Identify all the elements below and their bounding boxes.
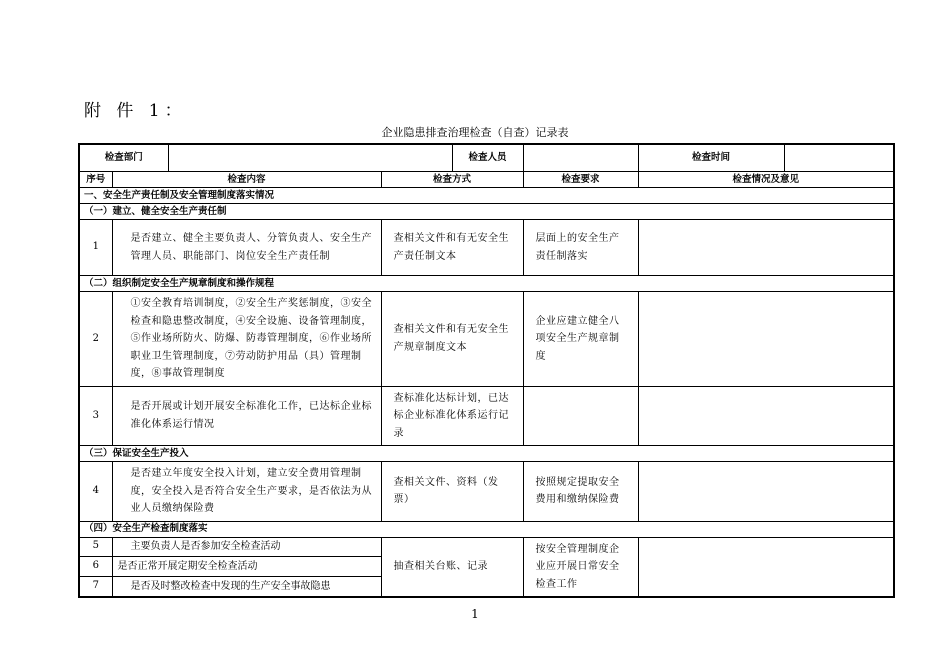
time-value-cell[interactable] (784, 144, 894, 172)
row-result-cell[interactable] (638, 220, 894, 276)
row-content: 是否正常开展定期安全检查活动 (112, 556, 381, 576)
header-fields-row (79, 144, 894, 172)
row-method: 查相关文件、资料（发票） (381, 462, 523, 522)
row-index: 1 (79, 220, 112, 276)
row-index: 7 (79, 577, 112, 597)
subsection-row (79, 521, 894, 537)
table-row (79, 386, 894, 446)
row-content: 主要负责人是否参加安全检查活动 (112, 537, 381, 556)
subsection-title-1: （一）建立、健全安全生产责任制 (79, 204, 894, 220)
subsection-row (79, 446, 894, 462)
row-content: 是否建立年度安全投入计划，建立安全费用管理制度，安全投入是否符合安全生产要求，是否依法为从业人员缴纳保险费 (112, 462, 381, 522)
row-requirement: 企业应建立健全八项安全生产规章制度 (523, 292, 638, 387)
row-requirement (523, 386, 638, 446)
subsection-title-2: （二）组织制定安全生产规章制度和操作规程 (79, 276, 894, 292)
inspection-record-table (78, 143, 895, 598)
inspector-value-cell[interactable] (523, 144, 638, 172)
group-method: 抽查相关台账、记录 (381, 537, 523, 597)
col-result-header: 检查情况及意见 (638, 172, 894, 188)
annex-label: 附 件 1： (84, 101, 187, 121)
row-result-cell[interactable] (638, 386, 894, 446)
col-index-header: 序号 (79, 172, 112, 188)
time-label: 检查时间 (638, 144, 784, 172)
row-method: 查相关文件和有无安全生产规章制度文本 (381, 292, 523, 387)
subsection-title-3: （三）保证安全生产投入 (79, 446, 894, 462)
column-header-row (79, 172, 894, 188)
row-content: 是否及时整改检查中发现的生产安全事故隐患 (112, 577, 381, 597)
subsection-row (79, 276, 894, 292)
inspector-label: 检查人员 (452, 144, 523, 172)
row-index: 4 (79, 462, 112, 522)
col-content-header: 检查内容 (112, 172, 381, 188)
dept-value-cell[interactable] (168, 144, 452, 172)
row-result-cell[interactable] (638, 292, 894, 387)
group-result-cell[interactable] (638, 537, 894, 597)
col-requirement-header: 检查要求 (523, 172, 638, 188)
document-title: 企业隐患排查治理检查（自查）记录表 (381, 126, 569, 139)
row-content: 是否开展或计划开展安全标准化工作，已达标企业标准化体系运行情况 (112, 386, 381, 446)
row-index: 5 (79, 537, 112, 556)
col-method-header: 检查方式 (381, 172, 523, 188)
row-index: 6 (79, 556, 112, 576)
table-row (79, 220, 894, 276)
row-requirement: 按照规定提取安全费用和缴纳保险费 (523, 462, 638, 522)
row-method: 查标准化达标计划，已达标企业标准化体系运行记录 (381, 386, 523, 446)
subsection-row (79, 204, 894, 220)
row-index: 2 (79, 292, 112, 387)
table-row (79, 292, 894, 387)
dept-label: 检查部门 (79, 144, 168, 172)
row-index: 3 (79, 386, 112, 446)
table-row (79, 537, 894, 556)
row-result-cell[interactable] (638, 462, 894, 522)
page-number: 1 (471, 607, 479, 621)
section-row (79, 188, 894, 204)
subsection-title-4: （四）安全生产检查制度落实 (79, 521, 894, 537)
row-method: 查相关文件和有无安全生产责任制文本 (381, 220, 523, 276)
section-title: 一、安全生产责任制及安全管理制度落实情况 (79, 188, 894, 204)
group-requirement: 按安全管理制度企业应开展日常安全检查工作 (523, 537, 638, 597)
row-content: ①安全教育培训制度，②安全生产奖惩制度，③安全检查和隐患整改制度，④安全设施、设备管理制度，⑤作业场所防火、防爆、防毒管理制度，⑥作业场所职业卫生管理制度，⑦劳动防护用品（具）管理制度，⑧事故管理制度 (112, 292, 381, 387)
row-requirement: 层面上的安全生产责任制落实 (523, 220, 638, 276)
table-row (79, 462, 894, 522)
row-content: 是否建立、健全主要负责人、分管负责人、安全生产管理人员、职能部门、岗位安全生产责任制 (112, 220, 381, 276)
